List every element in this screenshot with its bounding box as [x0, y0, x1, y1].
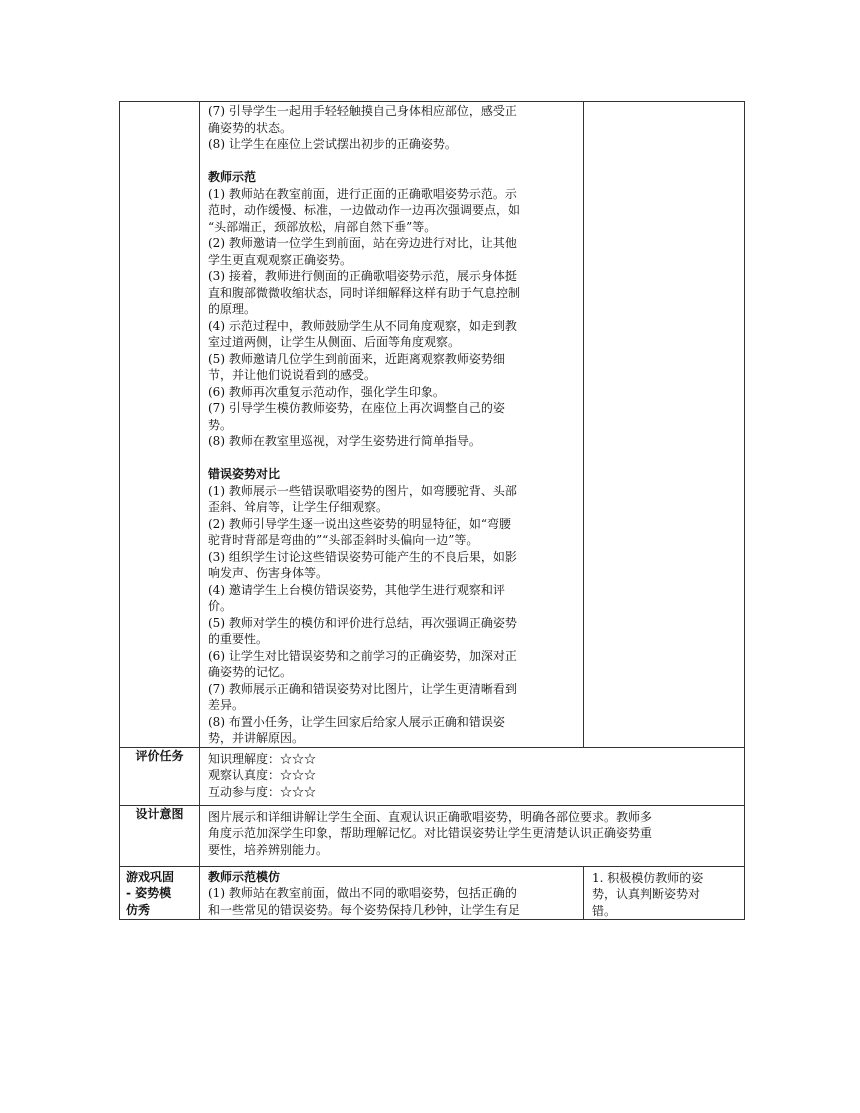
design-intent-label: 设计意图	[120, 805, 200, 866]
text-line: (3) 接着，教师进行侧面的正确歌唱姿势示范，展示身体挺	[208, 269, 517, 283]
text-line: (1) 教师站在教室前面，做出不同的歌唱姿势，包括正确的	[208, 886, 517, 900]
text-line: 势，认真判断姿势对	[592, 887, 701, 901]
text-line: 节，并让他们说说看到的感受。	[208, 368, 377, 382]
text-line: 确姿势的记忆。	[208, 665, 293, 679]
text-line: “头部端正，颈部放松，肩部自然下垂”等。	[208, 219, 437, 234]
activity-content-cell	[200, 102, 584, 748]
section-heading-teacher-demo: 教师示范	[208, 170, 257, 184]
game-label-line: - 姿势模	[126, 886, 172, 900]
evaluation-content	[200, 747, 745, 805]
text-line: (6) 教师再次重复示范动作，强化学生印象。	[208, 384, 445, 399]
text-line: 确姿势的状态。	[208, 120, 293, 135]
text-line: 1. 积极模仿教师的姿	[592, 870, 704, 885]
text-line: 驼背时背部是弯曲的”“头部歪斜时头偏向一边”等。	[208, 533, 479, 547]
game-student-cell	[584, 866, 745, 920]
text-line: (8) 布置小任务，让学生回家后给家人展示正确和错误姿	[208, 714, 505, 729]
text-line: (1) 教师站在教室前面，进行正面的正确歌唱姿势示范。示	[208, 186, 517, 201]
evaluation-item: 观察认真度：☆☆☆	[208, 768, 317, 782]
text-line: (7) 引导学生一起用手轻轻触摸自己身体相应部位，感受正	[208, 104, 517, 118]
text-line: 的重要性。	[208, 632, 269, 646]
text-line: 响发声、伤害身体等。	[208, 566, 329, 580]
text-line: (8) 教师在教室里巡视，对学生姿势进行简单指导。	[208, 434, 481, 448]
text-line: (2) 教师引导学生逐一说出这些姿势的明显特征，如“弯腰	[208, 516, 511, 531]
text-line: (4) 示范过程中，教师鼓励学生从不同角度观察，如走到教	[208, 318, 517, 333]
evaluation-item: 互动参与度：☆☆☆	[208, 784, 317, 799]
text-line: 要性，培养辨别能力。	[208, 842, 329, 857]
text-line: 图片展示和详细讲解让学生全面、直观认识正确歌唱姿势，明确各部位要求。教师多	[208, 809, 653, 824]
text-line: (2) 教师邀请一位学生到前面，站在旁边进行对比，让其他	[208, 236, 517, 250]
game-label-line: 游戏巩固	[126, 869, 175, 884]
text-line: 差异。	[208, 698, 245, 712]
game-label-cell	[120, 866, 200, 920]
activity-label-cell	[120, 102, 200, 748]
section-heading-teacher-demo-imitate: 教师示范模仿	[208, 869, 281, 884]
text-line: (4) 邀请学生上台模仿错误姿势，其他学生进行观察和评	[208, 582, 505, 597]
text-line: 室过道两侧，让学生从侧面、后面等角度观察。	[208, 335, 461, 349]
lesson-plan-table	[119, 101, 745, 920]
section-heading-wrong-posture: 错误姿势对比	[208, 467, 281, 481]
activity-row	[120, 102, 745, 748]
evaluation-label: 评价任务	[120, 747, 200, 805]
text-line: (8) 让学生在座位上尝试摆出初步的正确姿势。	[208, 137, 457, 151]
text-line: 直和腹部微微收缩状态，同时详细解释这样有助于气息控制	[208, 285, 521, 300]
text-line: 错。	[592, 903, 617, 918]
text-line: (7) 引导学生模仿教师姿势，在座位上再次调整自己的姿	[208, 401, 505, 415]
text-line: (3) 组织学生讨论这些错误姿势可能产生的不良后果，如影	[208, 549, 517, 564]
text-line: 和一些常见的错误姿势。每个姿势保持几秒钟，让学生有足	[208, 902, 521, 917]
text-line: 势，并讲解原因。	[208, 731, 305, 745]
text-line: 势。	[208, 417, 233, 432]
text-line: (1) 教师展示一些错误歌唱姿势的图片，如弯腰驼背、头部	[208, 483, 517, 498]
game-content-cell	[200, 866, 584, 920]
text-line: (5) 教师对学生的模仿和评价进行总结，再次强调正确姿势	[208, 615, 517, 630]
text-line: 歪斜、耸肩等，让学生仔细观察。	[208, 500, 389, 514]
evaluation-row	[120, 747, 745, 805]
game-row	[120, 866, 745, 920]
text-line: 价。	[208, 599, 233, 613]
text-line: 学生更直观观察正确姿势。	[208, 252, 353, 267]
text-line: 范时，动作缓慢、标准，一边做动作一边再次强调要点，如	[208, 203, 521, 217]
text-line: 角度示范加深学生印象，帮助理解记忆。对比错误姿势让学生更清楚认识正确姿势重	[208, 826, 653, 840]
activity-student-cell	[584, 102, 745, 748]
text-line: (7) 教师展示正确和错误姿势对比图片，让学生更清晰看到	[208, 681, 517, 696]
game-label-line: 仿秀	[126, 902, 151, 917]
evaluation-item: 知识理解度：☆☆☆	[208, 751, 317, 766]
design-intent-row	[120, 805, 745, 866]
text-line: (6) 让学生对比错误姿势和之前学习的正确姿势，加深对正	[208, 648, 517, 663]
text-line: 的原理。	[208, 302, 257, 316]
design-intent-content	[200, 805, 745, 866]
text-line: (5) 教师邀请几位学生到前面来，近距离观察教师姿势细	[208, 351, 505, 366]
